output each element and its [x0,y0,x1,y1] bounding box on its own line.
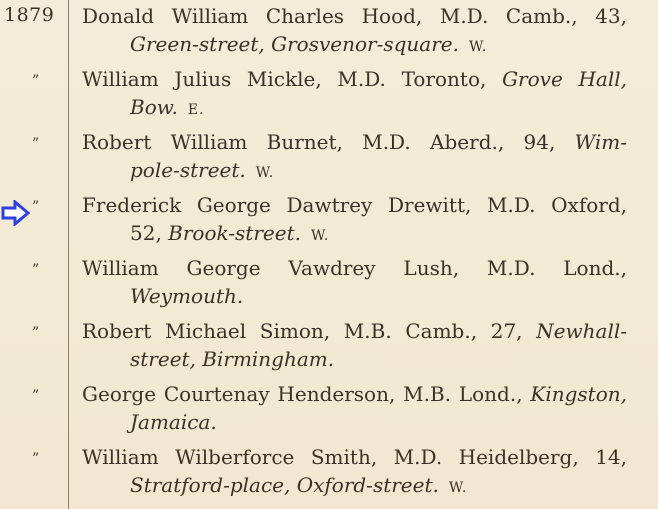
ditto-mark: ” [32,262,40,278]
entry-line-1 [82,67,627,91]
entry-address: Bow. [130,95,178,119]
entry-address: pole-street. [130,158,246,182]
entry-line-2 [130,284,253,308]
entry-address: Jamaica. [130,410,217,434]
entry-address: Brook-street. [168,221,301,245]
entry-line-2 [130,347,344,371]
entry-address: Kingston, [530,382,627,406]
entry-text: Donald William Charles Hood, M.D. Camb., 43, [82,4,627,28]
entry-district: W. [468,39,488,55]
ditto-mark: ” [32,388,40,404]
entry-district: W. [448,480,468,496]
entry-line-2 [130,95,205,119]
entry-text: William Julius Mickle, M.D. Toronto, [82,67,503,91]
entry-text: Frederick George Dawtrey Drewitt, M.D. Oxford, [82,193,627,217]
entry-line-1 [82,4,627,28]
entry-address: Green-street, Grosvenor-square. [130,32,459,56]
entry-line-2 [130,32,487,56]
ditto-mark: ” [32,73,40,89]
right-arrow-icon [1,200,31,226]
entry-address: street, Birmingham. [130,347,335,371]
entry-line-1 [82,445,627,469]
entry-district: W. [255,165,275,181]
ditto-mark: ” [32,199,40,215]
entry-address: Grove Hall, [502,67,627,91]
ditto-mark: ” [32,136,40,152]
entry-district: W. [310,228,330,244]
entry-line-1 [82,193,627,217]
entry-line-2 [130,410,227,434]
entry-line-1 [82,256,627,280]
entry-text: William George Vawdrey Lush, M.D. Lond., [82,256,627,280]
entry-line-2 [130,158,274,182]
entry-text: William Wilberforce Smith, M.D. Heidelberg, 14, [82,445,627,469]
ditto-mark: ” [32,451,40,467]
entry-line-1 [82,319,627,343]
column-rule [68,0,69,509]
entry-district: E. [187,102,205,118]
entry-year: 1879 [4,4,55,26]
entry-line-1 [82,130,627,154]
entry-line-2 [130,473,467,497]
entry-address: Weymouth. [130,284,244,308]
entry-text: Robert Michael Simon, M.B. Camb., 27, [82,319,537,343]
entry-address: Stratford-place, Oxford-street. [130,473,439,497]
entry-address: Wim- [574,130,627,154]
entry-text: George Courtenay Henderson, M.B. Lond., [82,382,531,406]
entry-address: Newhall- [536,319,627,343]
entry-line-1 [82,382,627,406]
entry-text: Robert William Burnet, M.D. Aberd., 94, [82,130,575,154]
entry-line-2 [130,221,329,245]
ditto-mark: ” [32,325,40,341]
entry-text: 52, [130,221,169,245]
